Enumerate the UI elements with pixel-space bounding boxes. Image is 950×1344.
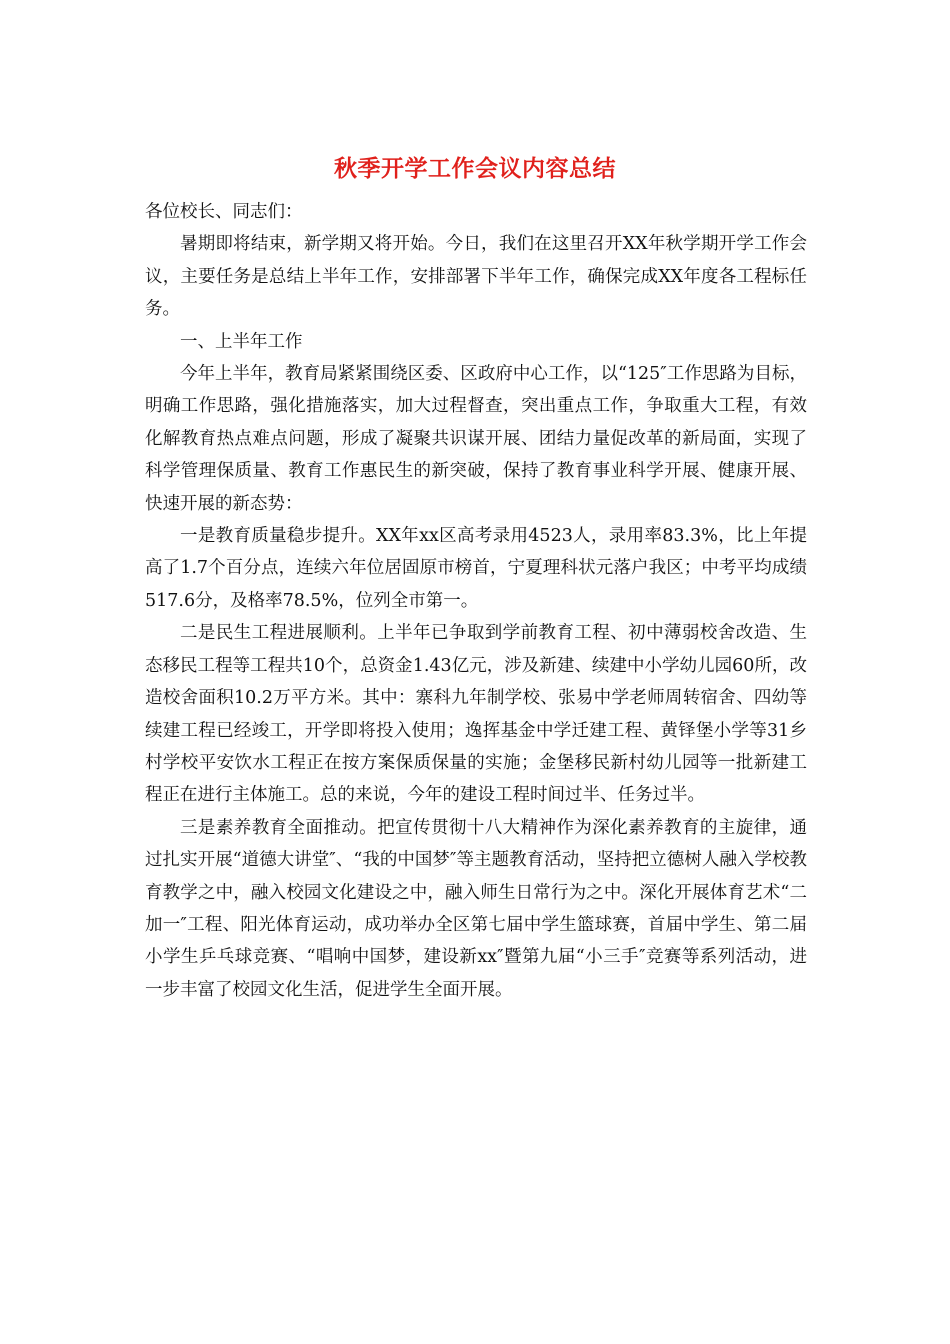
paragraph-livelihood-projects: 二是民生工程进展顺利。上半年已争取到学前教育工程、初中薄弱校舍改造、生态移民工程等工程共10个，总资金1.43亿元，涉及新建、续建中小学幼儿园60所，改造校舍面积10.2万平方米。其中：寨科九年制学校、张易中学老师周转宿舍、四幼等续建工程已经竣工，开学即将投入使用；逸挥基金中学迁建工程、黄铎堡小学等31乡村学校平安饮水工程正在按方案保质保量的实施；金堡移民新村幼儿园等一批新建工程正在进行主体施工。总的来说，今年的建设工程时间过半、任务过半。: [145, 623, 807, 806]
section-heading-first-half-work: 一、上半年工作: [180, 331, 303, 352]
paragraph-quality-education: 三是素养教育全面推动。把宣传贯彻十八大精神作为深化素养教育的主旋律，通过扎实开展“道德大讲堂″、“我的中国梦″等主题教育活动，坚持把立德树人融入学校教育教学之中，融入校园文化建设之中，融入师生日常行为之中。深化开展体育艺术“二加一″工程、阳光体育运动，成功举办全区第七届中学生篮球赛，首届中学生、第二届小学生乒乓球竞赛、“唱响中国梦，建设新xx″暨第九届“小三手″竞赛等系列活动，进一步丰富了校园文化生活，促进学生全面开展。: [145, 817, 807, 1000]
document-body: [145, 196, 807, 1006]
paragraph-intro: 暑期即将结束，新学期又将开始。今日，我们在这里召开XX年秋学期开学工作会议，主要任务是总结上半年工作，安排部署下半年工作，确保完成XX年度各工程标任务。: [145, 234, 807, 320]
paragraph-education-quality: 一是教育质量稳步提升。XX年xx区高考录用4523人，录用率83.3%，比上年提高了1.7个百分点，连续六年位居固原市榜首，宁夏理科状元落户我区；中考平均成绩517.6分，及格率78.5%，位列全市第一。: [145, 526, 807, 611]
paragraph-first-half-overview: 今年上半年，教育局紧紧围绕区委、区政府中心工作，以“125″工作思路为目标，明确工作思路，强化措施落实，加大过程督查，突出重点工作，争取重大工程，有效化解教育热点难点问题，形成了凝聚共识谋开展、团结力量促改革的新局面，实现了科学管理保质量、教育工作惠民生的新突破，保持了教育事业科学开展、健康开展、快速开展的新态势：: [145, 364, 807, 514]
salutation: 各位校长、同志们：: [145, 202, 303, 222]
document-title: 秋季开学工作会议内容总结: [334, 155, 616, 182]
